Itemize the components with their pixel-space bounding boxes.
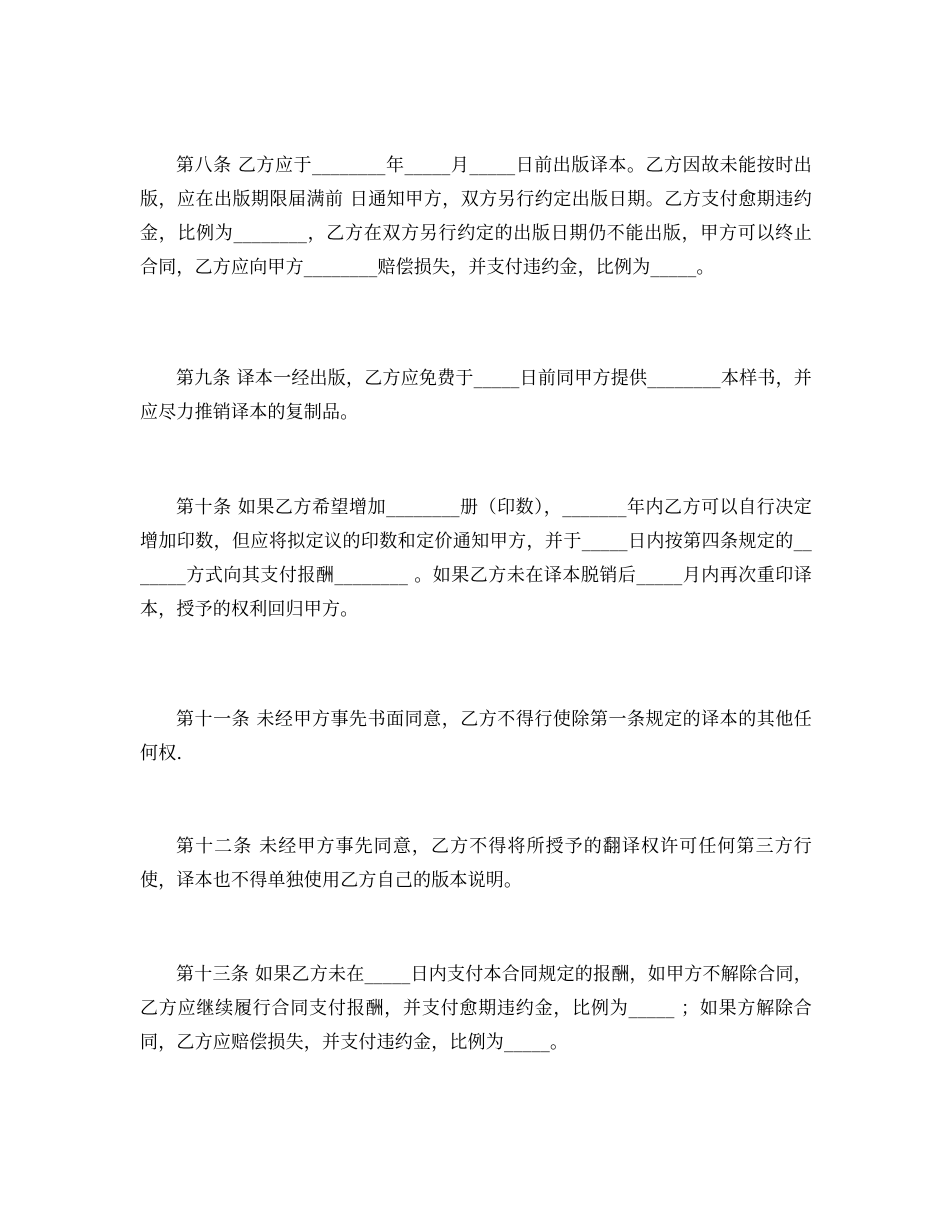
article-8-paragraph: 第八条 乙方应于________年_____月_____日前出版译本。乙方因故未能按时出版，应在出版期限届满前 日通知甲方，双方另行约定出版日期。乙方支付愈期违约金，比例为________，乙方在双方另行约定的出版日期仍不能出版，甲方可以终止合同，乙方应向甲方________赔偿损失，并支付违约金，比例为_____。 — [140, 155, 812, 278]
article-9-paragraph: 第九条 译本一经出版，乙方应免费于_____日前同甲方提供________本样书，并应尽力推销译本的复制品。 — [140, 368, 812, 423]
article-13-paragraph: 第十三条 如果乙方未在_____日内支付本合同规定的报酬，如甲方不解除合同，乙方应继续履行合同支付报酬，并支付愈期违约金，比例为_____ ；如果方解除合同，乙方应赔偿损失，并支付违约金，比例为_____。 — [140, 964, 812, 1053]
article-11-paragraph: 第十一条 未经甲方事先书面同意，乙方不得行使除第一条规定的译本的其他任何权. — [140, 709, 812, 764]
article-12-paragraph: 第十二条 未经甲方事先同意，乙方不得将所授予的翻译权许可任何第三方行使，译本也不得单独使用乙方自己的版本说明。 — [140, 836, 812, 891]
article-10-paragraph: 第十条 如果乙方希望增加________册（印数），_______年内乙方可以自行决定增加印数，但应将拟定议的印数和定价通知甲方，并于_____日内按第四条规定的_______方式向其支付报酬________ 。如果乙方未在译本脱销后_____月内再次重印译本，授予的权利回归甲方。 — [140, 497, 812, 620]
